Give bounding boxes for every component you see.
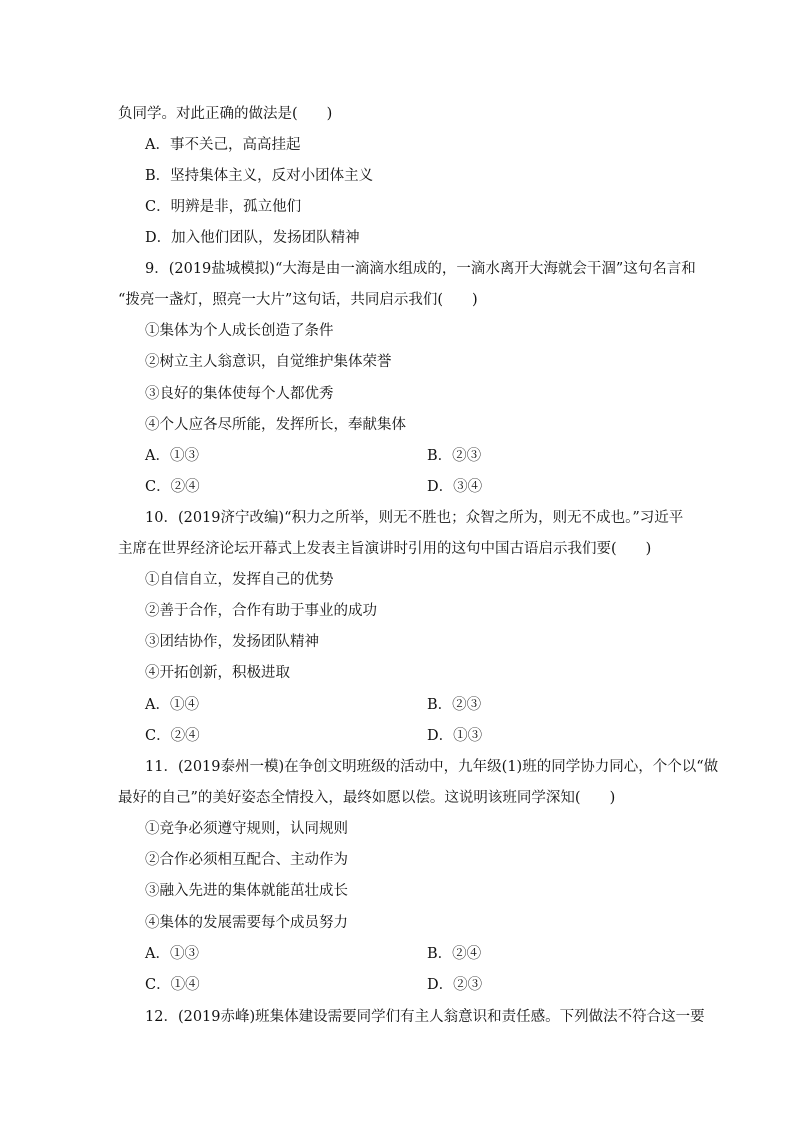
q9-option-a: A．①③: [145, 448, 199, 464]
q11-stem-line2: 最好的自己”的美好姿态全情投入，最终如愿以偿。这说明该班同学深知( ): [118, 790, 616, 806]
q10-option-b: B．②③: [427, 697, 482, 713]
q11-option-d: D．②③: [427, 977, 483, 993]
q10-stem-line1: 10．(2019济宁改编)“积力之所举，则无不胜也；众智之所为，则无不成也。”习近平: [145, 510, 684, 526]
q9-stem-line2: “拨亮一盏灯，照亮一大片”这句话，共同启示我们( ): [118, 292, 478, 308]
q9-statement-3: ③良好的集体使每个人都优秀: [145, 386, 334, 402]
q9-stem-line1: 9．(2019盐城模拟)“大海是由一滴滴水组成的，一滴水离开大海就会干涸”这句名言和: [145, 261, 696, 277]
q10-statement-4: ④开拓创新，积极进取: [145, 665, 290, 681]
q10-statement-3: ③团结协作，发扬团队精神: [145, 634, 319, 650]
q10-option-a: A．①④: [145, 697, 199, 713]
question-8-stem-continuation: 负同学。对此正确的做法是( ): [118, 106, 333, 122]
q11-statement-3: ③融入先进的集体就能茁壮成长: [145, 883, 348, 899]
q9-statement-4: ④个人应各尽所能，发挥所长，奉献集体: [145, 417, 406, 433]
q10-statement-1: ①自信自立，发挥自己的优势: [145, 572, 334, 588]
q10-stem-line2: 主席在世界经济论坛开幕式上发表主旨演讲时引用的这句中国古语启示我们要( ): [118, 541, 652, 557]
q8-option-d: D．加入他们团队，发扬团队精神: [145, 230, 360, 246]
q9-option-b: B．②③: [427, 448, 482, 464]
q8-option-a: A．事不关己，高高挂起: [145, 137, 301, 153]
q11-stem-line1: 11．(2019泰州一模)在争创文明班级的活动中，九年级(1)班的同学协力同心，个个以“做: [145, 759, 719, 775]
q9-statement-1: ①集体为个人成长创造了条件: [145, 323, 334, 339]
q9-option-d: D．③④: [427, 479, 483, 495]
q10-statement-2: ②善于合作，合作有助于事业的成功: [145, 603, 377, 619]
q11-statement-1: ①竞争必须遵守规则，认同规则: [145, 821, 348, 837]
q9-option-c: C．②④: [145, 479, 200, 495]
q11-option-c: C．①④: [145, 977, 200, 993]
q10-option-d: D．①③: [427, 728, 483, 744]
q11-statement-2: ②合作必须相互配合、主动作为: [145, 852, 348, 868]
q11-option-b: B．②④: [427, 946, 482, 962]
q8-option-c: C．明辨是非，孤立他们: [145, 199, 302, 215]
q12-stem-line1: 12．(2019赤峰)班集体建设需要同学们有主人翁意识和责任感。下列做法不符合这一要: [145, 1009, 705, 1025]
q9-statement-2: ②树立主人翁意识，自觉维护集体荣誉: [145, 354, 392, 370]
q11-option-a: A．①③: [145, 946, 199, 962]
q11-statement-4: ④集体的发展需要每个成员努力: [145, 915, 348, 931]
q10-option-c: C．②④: [145, 728, 200, 744]
q8-option-b: B．坚持集体主义，反对小团体主义: [145, 168, 374, 184]
